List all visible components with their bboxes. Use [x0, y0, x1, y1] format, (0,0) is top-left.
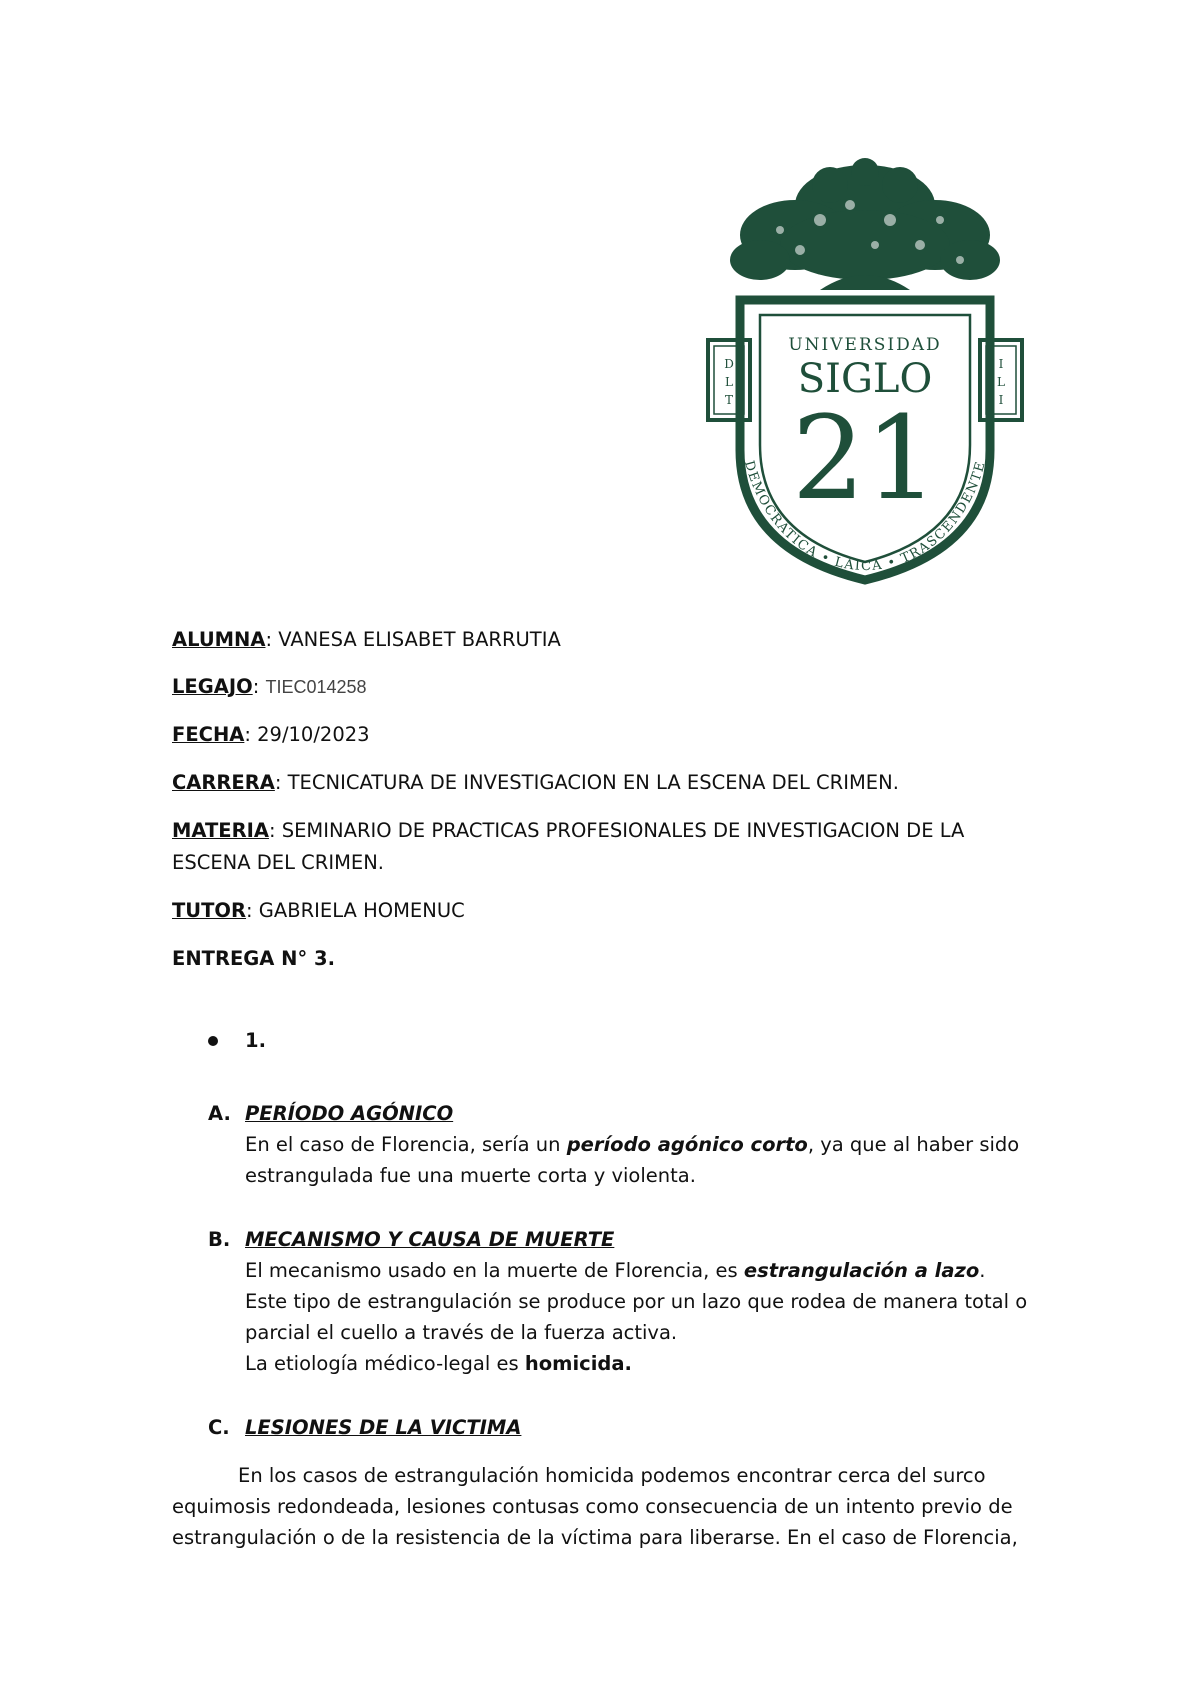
legajo-value: TIEC014258 [265, 677, 367, 697]
logo-left-letter-1: D [724, 357, 734, 371]
university-logo [700, 150, 1030, 590]
logo-top-text: UNIVERSIDAD [788, 335, 942, 355]
section-b-line-1 [245, 1255, 985, 1287]
section-a-line-1 [245, 1129, 1019, 1161]
entrega-line: ENTREGA N° 3. [172, 947, 335, 970]
materia-value-1: : SEMINARIO DE PRACTICAS PROFESIONALES DE INVESTIGACION DE LA [268, 819, 965, 842]
logo-name: SIGLO [797, 356, 933, 402]
section-c-line-1: En los casos de estrangulación homicida podemos encontrar cerca del surco [238, 1464, 986, 1487]
logo-left-letter-3: T [724, 393, 734, 407]
legajo-sep: : [252, 675, 260, 698]
materia-line [172, 815, 964, 847]
a-text-emphasis: período agónico corto [566, 1133, 808, 1156]
bullet-icon [208, 1036, 218, 1046]
section-b-letter: B. [208, 1228, 231, 1251]
logo-number: 21 [791, 392, 939, 526]
tutor-value: : GABRIELA HOMENUC [246, 899, 465, 922]
section-a-heading: PERÍODO AGÓNICO [245, 1102, 454, 1125]
section-b-heading: MECANISMO Y CAUSA DE MUERTE [245, 1228, 615, 1251]
tutor-label: TUTOR [172, 899, 247, 922]
alumna-line [172, 624, 561, 656]
b-text-etiology: La etiología médico-legal es [245, 1352, 525, 1375]
section-b-line-2: Este tipo de estrangulación se produce por un lazo que rodea de manera total o [245, 1290, 1028, 1313]
section-c-heading: LESIONES DE LA VICTIMA [245, 1416, 522, 1439]
section-c-line-2: equimosis redondeada, lesiones contusas como consecuencia de un intento previo de [172, 1495, 1013, 1518]
logo-right-letter-2: L [997, 375, 1005, 389]
carrera-label: CARRERA [172, 771, 275, 794]
b-text-emphasis: estrangulación a lazo [743, 1259, 980, 1282]
item-1: 1. [245, 1029, 266, 1052]
b-text-homicida: homicida. [524, 1352, 632, 1375]
section-a-letter: A. [208, 1102, 231, 1125]
logo-right-letter-1: I [998, 357, 1004, 371]
legajo-label: LEGAJO [172, 675, 253, 698]
section-c-letter: C. [208, 1416, 230, 1439]
a-text-post: , ya que al haber sido [807, 1133, 1020, 1156]
b-text-post: . [979, 1259, 986, 1282]
logo-left-letter-2: L [725, 375, 733, 389]
legajo-line [172, 671, 367, 703]
fecha-label: FECHA [172, 723, 245, 746]
fecha-value: : 29/10/2023 [244, 723, 370, 746]
carrera-value: : TECNICATURA DE INVESTIGACION EN LA ESCENA DEL CRIMEN. [274, 771, 899, 794]
fecha-line [172, 719, 370, 751]
logo-right-letter-3: I [998, 393, 1004, 407]
b-text-pre: El mecanismo usado en la muerte de Florencia, es [245, 1259, 744, 1282]
logo-motto: DEMOCRÁTICA • LAICA • TRASCENDENTE [741, 458, 989, 575]
materia-label: MATERIA [172, 819, 269, 842]
a-text-pre: En el caso de Florencia, sería un [245, 1133, 567, 1156]
materia-value-2: ESCENA DEL CRIMEN. [172, 851, 385, 874]
section-b-line-3: parcial el cuello a través de la fuerza activa. [245, 1321, 678, 1344]
materia-line-2 [172, 847, 384, 879]
alumna-label: ALUMNA [172, 628, 266, 651]
section-a-line-2: estrangulada fue una muerte corta y violenta. [245, 1164, 696, 1187]
carrera-line [172, 767, 899, 799]
alumna-value: : VANESA ELISABET BARRUTIA [265, 628, 561, 651]
tree-icon [730, 158, 1000, 290]
section-c-line-3: estrangulación o de la resistencia de la víctima para liberarse. En el caso de Florencia, [172, 1526, 1018, 1549]
tutor-line [172, 895, 465, 927]
section-b-line-4 [245, 1348, 632, 1380]
